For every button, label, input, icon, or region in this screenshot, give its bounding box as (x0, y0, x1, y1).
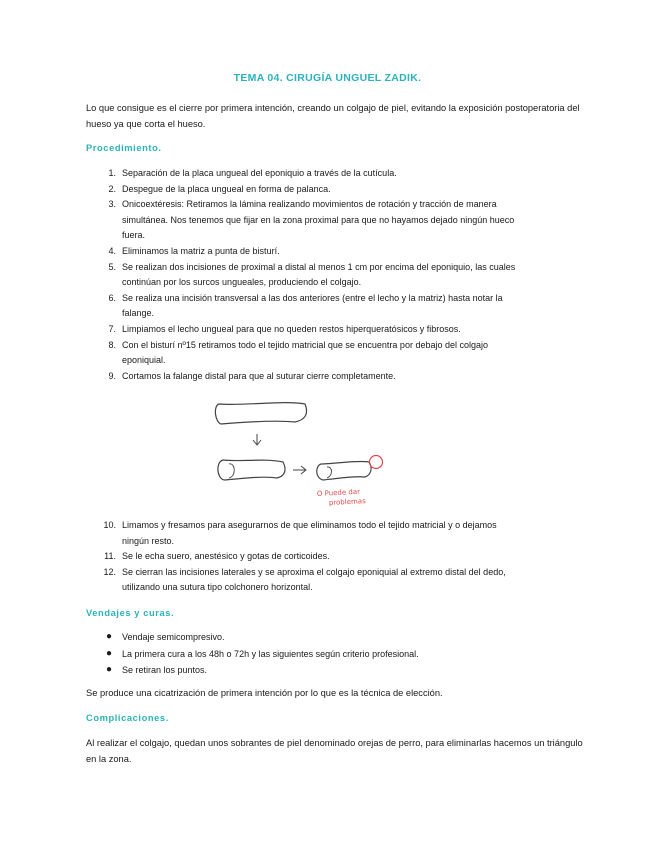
sketch-note-line1: O Puede dar (316, 487, 361, 498)
list-item: 11. Se le echa suero, anestésico y gotas de corticoides. (104, 551, 330, 562)
list-item: ● Vendaje semicompresivo. (86, 629, 516, 646)
list-item: 2. Despegue de la placa ungueal en forma de palanca. (108, 183, 331, 194)
toe-after-icon (317, 461, 371, 480)
complicaciones-paragraph: Al realizar el colgajo, quedan unos sobrantes de piel denominado orejas de perro, para eliminarlas hacemos un triángulo en la zona. (86, 738, 583, 764)
steps-list-a (86, 166, 516, 384)
list-item: 9. Cortamos la falange distal para que al suturar cierre completamente. (108, 370, 396, 381)
list-item: 6. Se realiza una incisión transversal a las dos anteriores (entre el lecho y la matriz) hasta notar la falange. (108, 292, 503, 319)
list-item: 8. Con el bisturí nº15 retiramos todo el tejido matricial que se encuentra por debajo del colgajo eponiquial. (108, 339, 488, 366)
highlight-circle-icon (370, 456, 383, 469)
list-item: 7. Limpiamos el lecho ungueal para que no queden restos hiperqueratósicos y fibrosos. (108, 323, 461, 334)
toe-before-icon (215, 403, 306, 424)
arrow-down-icon (253, 434, 261, 445)
bullet-icon: ● (106, 664, 113, 675)
list-item: ● Se retiran los puntos. (86, 662, 516, 679)
toe-surgery-sketch (205, 392, 405, 522)
list-item: 3. Onicoextéresis: Retiramos la lámina realizando movimientos de rotación y tracción de manera simultánea. Nos tenemos que fijar en la zona proximal para que no hayamos dejado ningún hueco fuera. (108, 199, 515, 241)
steps-list-b (86, 518, 516, 596)
vendajes-list (86, 629, 516, 679)
list-item: 12. Se cierran las incisiones laterales y se aproxima el colgajo eponiquial al extremo distal del dedo, utilizando una sutura tipo colchonero horizontal. (103, 566, 506, 593)
intro-paragraph: Lo que consigue es el cierre por primera intención, creando un colgajo de piel, evitando la exposición postoperatoria del hueso ya que corta el hueso. (86, 103, 580, 129)
list-item: 10. Limamos y fresamos para asegurarnos de que eliminamos todo el tejido matricial y o dejamos ningún resto. (103, 520, 497, 546)
sketch-note-line2: problemas (328, 497, 366, 507)
arrow-right-icon (293, 466, 306, 474)
list-item: ● La primera cura a los 48h o 72h y las siguientes según criterio profesional. (86, 646, 516, 663)
list-item: 5. Se realizan dos incisiones de proximal a distal al menos 1 cm por encima del eponiquio, las cuales continúan por los surcos ungueales, produciendo el colgajo. (108, 261, 516, 288)
cicatrizacion-paragraph: Se produce una cicatrización de primera intención por lo que es la técnica de elección. (86, 688, 443, 698)
procedimiento-heading: Procedimiento. (86, 143, 162, 153)
bullet-icon: ● (106, 647, 113, 659)
complicaciones-heading: Complicaciones. (86, 713, 169, 723)
toe-mid-icon (218, 460, 285, 480)
vendajes-heading: Vendajes y curas. (86, 608, 175, 618)
list-item: 1. Separación de la placa ungueal del eponiquio a través de la cutícula. (108, 168, 397, 178)
list-item: 4. Eliminamos la matriz a punta de bisturí. (108, 245, 280, 256)
bullet-icon: ● (106, 631, 113, 642)
page-title: TEMA 04. CIRUGÍA UNGUEL ZADIK. (233, 72, 422, 84)
